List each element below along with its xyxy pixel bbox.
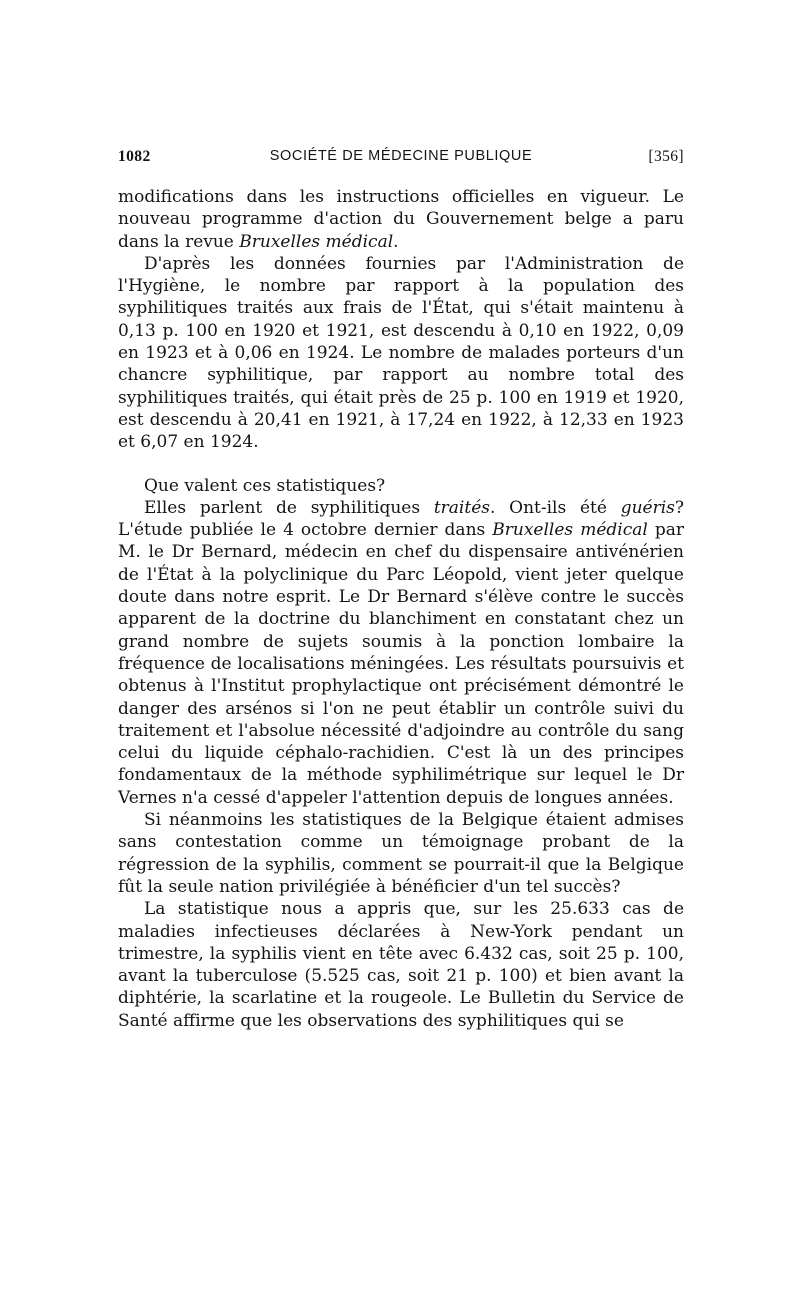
text-run: La statistique nous a appris que, sur les 25.633 cas de maladies infectieuses déclarées à New-York pendant un trimestre, la syphilis vient en tête avec 6.432 cas, soit 25 p. 100, avant la tuberculose (5.525 cas, soit 21 p. 100) et bien avant la diphtérie, la scarlatine et la rougeole. Le Bulletin du Service de Santé affirme que les observations des syphilitiques qui se	[118, 899, 684, 1031]
text-run: Si néanmoins les statistiques de la Belgique étaient admises sans contestation comme un témoignage probant de la régression de la syphilis, comment se pourrait-il que la Belgique fût la seule nation privilégiée à bénéficier d'un tel succès?	[118, 810, 684, 897]
paragraph	[118, 809, 684, 898]
text-run: par M. le Dr Bernard, médecin en chef du dispensaire antivénérien de l'État à la polyclinique du Parc Léopold, vient jeter quelque doute dans notre esprit. Le Dr Bernard s'élève contre le succès apparent de la doctrine du blanchiment en constatant chez un grand nombre de sujets soumis à la ponction lombaire la fréquence de localisations méningées. Les résultats poursuivis et obtenus à l'Institut prophylactique ont précisément démontré le danger des arsénos si l'on ne peut établir un contrôle suivi du traitement et l'absolue nécessité d'adjoindre au contrôle du sang celui du liquide céphalo-rachidien. C'est là un des principes fondamentaux de la méthode syphilimétrique sur lequel le Dr Vernes n'a cessé d'appeler l'attention depuis de longues années.	[118, 520, 684, 808]
italic-text: Bruxelles médical	[492, 520, 648, 541]
text-run: modifications dans les instructions officielles en vigueur. Le nouveau programme d'action du Gouvernement belge a paru dans la revue	[118, 187, 684, 252]
body-text	[118, 186, 684, 1032]
text-run: D'après les données fournies par l'Administration de l'Hygiène, le nombre par rapport à la population des syphilitiques traités aux frais de l'État, qui s'était maintenu à 0,13 p. 100 en 1920 et 1921, est descendu à 0,10 en 1922, 0,09 en 1923 et à 0,06 en 1924. Le nombre de malades porteurs d'un chancre syphilitique, par rapport au nombre total des syphilitiques traités, qui était près de 25 p. 100 en 1919 et 1920, est descendu à 20,41 en 1921, à 17,24 en 1922, à 12,33 en 1923 et 6,07 en 1924.	[118, 253, 684, 453]
running-header	[118, 148, 684, 170]
italic-text: traités	[433, 497, 490, 518]
italic-text: guéris	[620, 497, 675, 518]
text-run: ? L'étude publiée le 4 octobre dernier dans	[118, 497, 684, 541]
text-run: Elles parlent de syphilitiques	[144, 497, 434, 518]
running-title: SOCIÉTÉ DE MÉDECINE PUBLIQUE	[269, 148, 533, 164]
bracket-reference: [356]	[648, 148, 684, 165]
italic-text: Bruxelles médical	[239, 231, 394, 252]
text-run: .	[393, 231, 399, 252]
page-number: 1082	[118, 148, 151, 165]
paragraph	[118, 898, 684, 1032]
text-run: Que valent ces statistiques?	[144, 475, 386, 496]
text-run: . Ont-ils été	[489, 497, 621, 518]
paragraph	[118, 475, 684, 497]
paragraph	[118, 186, 684, 253]
paragraph	[118, 497, 684, 809]
paragraph	[118, 253, 684, 454]
